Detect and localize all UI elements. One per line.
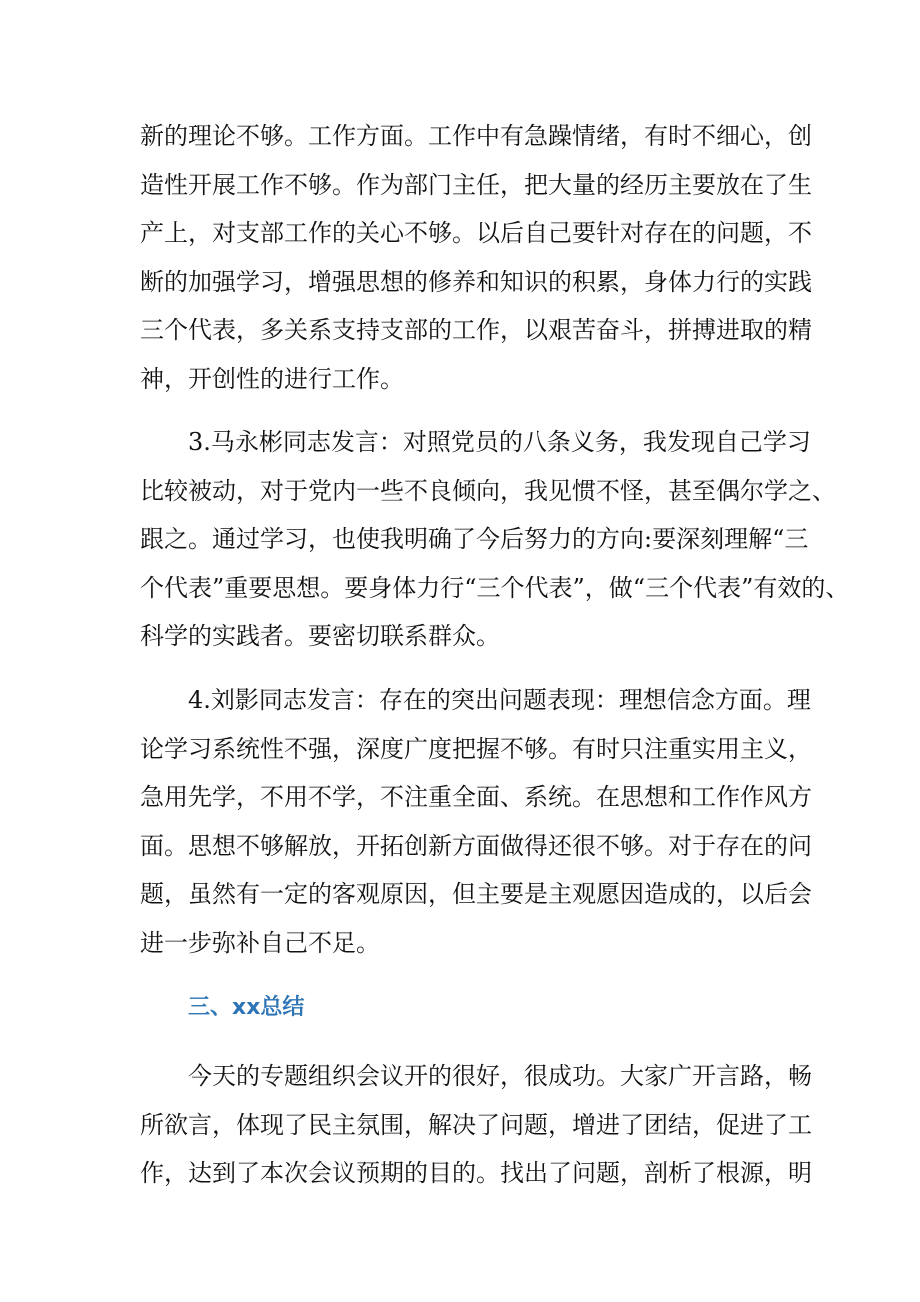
- paragraph-summary: [140, 1052, 812, 1198]
- text-line: 神，开创性的进行工作。: [140, 364, 404, 393]
- text-line: 今天的专题组织会议开的很好，很成功。大家广开言路，畅: [188, 1062, 812, 1090]
- text-line: 造性开展工作不够。作为部门主任，把大量的经历主要放在了生: [140, 170, 812, 199]
- text-line: 进一步弥补自己不足。: [140, 928, 380, 957]
- text-line: 产上，对支部工作的关心不够。以后自己要针对存在的问题，不: [140, 219, 812, 247]
- section-heading: 三、xx总结: [188, 995, 305, 1020]
- text-line: 题，虽然有一定的客观原因，但主要是主观愿因造成的，以后会: [140, 880, 812, 908]
- text-line: 论学习系统性不强，深度广度把握不够。有时只注重实用主义，: [140, 734, 812, 763]
- text-line: 科学的实践者。要密切联系群众。: [140, 622, 500, 650]
- text-line: 面。思想不够解放，开拓创新方面做得还很不够。对于存在的问: [140, 831, 812, 860]
- paragraph-continuation: [140, 112, 812, 403]
- text-line: 3.马永彬同志发言：对照党员的八条义务，我发现自己学习: [188, 428, 811, 456]
- paragraph-item-3: [140, 418, 850, 661]
- text-line: 新的理论不够。工作方面。工作中有急躁情绪，有时不细心，创: [140, 122, 812, 150]
- text-line: 4.刘影同志发言：存在的突出问题表现：理想信念方面。理: [188, 686, 811, 714]
- text-line: 所欲言，体现了民主氛围，解决了问题，增进了团结，促进了工: [140, 1110, 812, 1139]
- text-line: 个代表”重要思想。要身体力行“三个代表”，做“三个代表”有效的、: [140, 573, 850, 602]
- text-line: 三个代表，多关系支持支部的工作，以艰苦奋斗，拼搏进取的精: [140, 316, 812, 344]
- text-line: 跟之。通过学习，也使我明确了今后努力的方向:要深刻理解“三: [140, 525, 809, 553]
- text-line: 作，达到了本次会议预期的目的。找出了问题，剖析了根源，明: [140, 1159, 812, 1187]
- paragraph-item-4: [140, 676, 812, 967]
- text-line: 断的加强学习，增强思想的修养和知识的积累，身体力行的实践: [140, 267, 812, 296]
- text-line: 急用先学，不用不学，不注重全面、系统。在思想和工作作风方: [140, 783, 812, 811]
- text-line: 比较被动，对于党内一些不良倾向，我见惯不怪，甚至偶尔学之、: [140, 476, 836, 505]
